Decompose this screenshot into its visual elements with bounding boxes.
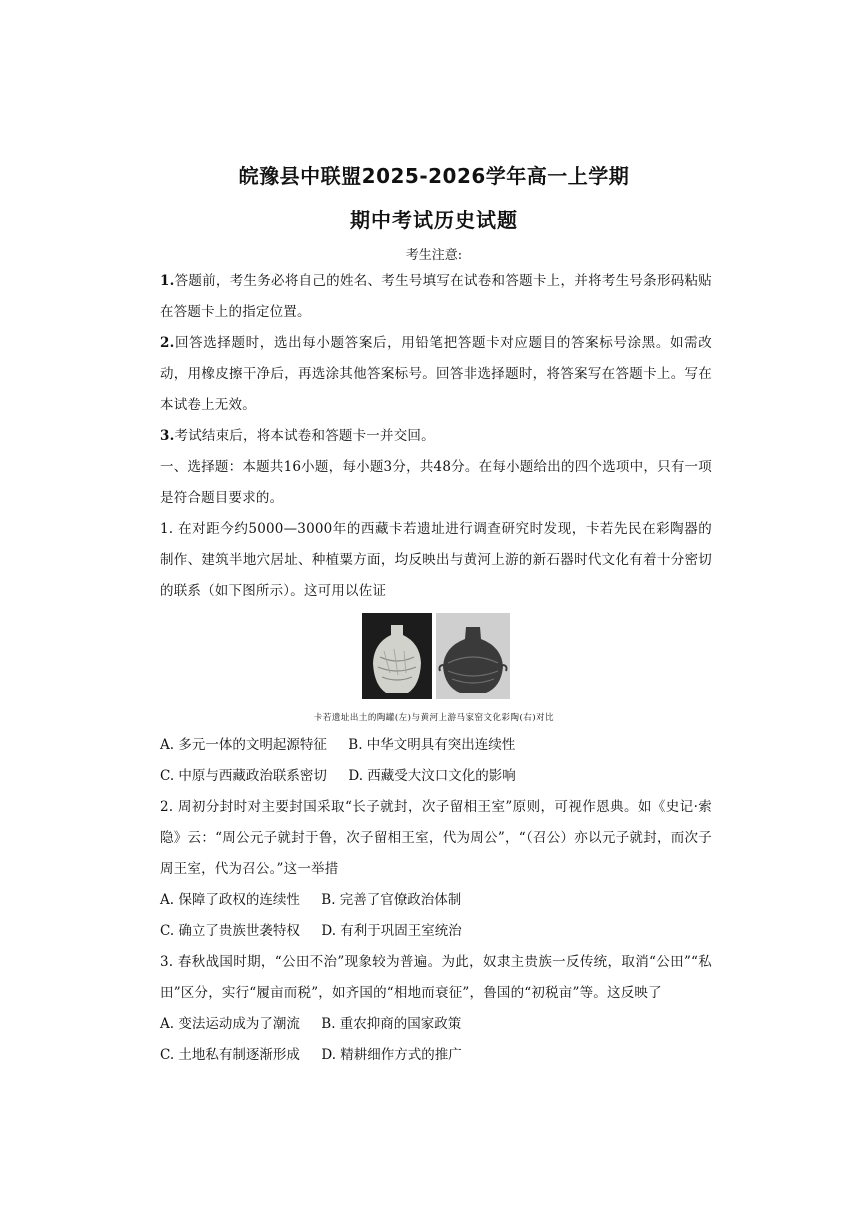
notice-text: 考试结束后，将本试卷和答题卡一并交回。: [174, 428, 435, 444]
notice-item: [160, 328, 712, 421]
notice-text: 回答选择题时，选出每小题答案后，用铅笔把答题卡对应题目的答案标号涂黑。如需改动，用橡皮擦干净后，再选涂其他答案标号。回答非选择题时，将答案写在答题卡上。写在本试卷上无效。: [160, 335, 712, 413]
option-line: A. 多元一体的文明起源特征 B. 中华文明具有突出连续性: [160, 737, 516, 753]
pottery-comparison-figure: [362, 613, 510, 699]
karuo-pottery-jar-photo: [362, 613, 432, 699]
question-2-stem: 2. 周初分封时对主要封国采取“长子就封，次子留相王室”原则，可视作恩典。如《史记·索隐》云：“周公元子就封于鲁，次子留相王室，代为周公”，“（召公）亦以元子就封，而次子周王室，代为召公。”这一举措: [160, 799, 712, 877]
notice-number: 3.: [160, 428, 175, 444]
option-line: C. 土地私有制逐渐形成 D. 精耕细作方式的推广: [160, 1047, 462, 1063]
exam-subtitle: 期中考试历史试题: [350, 208, 518, 232]
option-line: A. 保障了政权的连续性 B. 完善了官僚政治体制: [160, 892, 462, 908]
notice-heading: 考生注意:: [405, 248, 463, 263]
notice-item: [160, 266, 712, 328]
question-2-options: [160, 885, 462, 947]
notice-number: 2.: [160, 335, 175, 351]
option-line: C. 中原与西藏政治联系密切 D. 西藏受大汶口文化的影响: [160, 768, 516, 784]
section-intro: 一、选择题：本题共16小题，每小题3分，共48分。在每小题给出的四个选项中，只有一项是符合题目要求的。: [160, 459, 712, 506]
notice-number: 1.: [160, 273, 175, 289]
notice-item: [160, 421, 712, 452]
exam-title: 皖豫县中联盟2025-2026学年高一上学期: [238, 164, 630, 188]
option-line: C. 确立了贵族世袭特权 D. 有利于巩固王室统治: [160, 923, 462, 939]
question-3-stem: 3. 春秋战国时期，“公田不治”现象较为普遍。为此，奴隶主贵族一反传统，取消“公田”“私田”区分，实行“履亩而税”，如齐国的“相地而衰征”，鲁国的“初税亩”等。这反映了: [160, 954, 712, 1001]
notice-text: 答题前，考生务必将自己的姓名、考生号填写在试卷和答题卡上，并将考生号条形码粘贴在答题卡上的指定位置。: [160, 273, 712, 320]
figure-caption: 卡若遗址出土的陶罐(左)与黄河上游马家窑文化彩陶(右)对比: [313, 713, 555, 723]
question-1-options: [160, 730, 516, 792]
majiayao-painted-pottery-photo: [436, 613, 510, 699]
option-line: A. 变法运动成为了潮流 B. 重农抑商的国家政策: [160, 1016, 462, 1032]
question-1-stem: 1. 在对距今约5000—3000年的西藏卡若遗址进行调查研究时发现，卡若先民在彩陶器的制作、建筑半地穴居址、种植粟方面，均反映出与黄河上游的新石器时代文化有着十分密切的联系（如下图所示）。这可用以佐证: [160, 521, 712, 599]
question-3-options: [160, 1009, 462, 1071]
